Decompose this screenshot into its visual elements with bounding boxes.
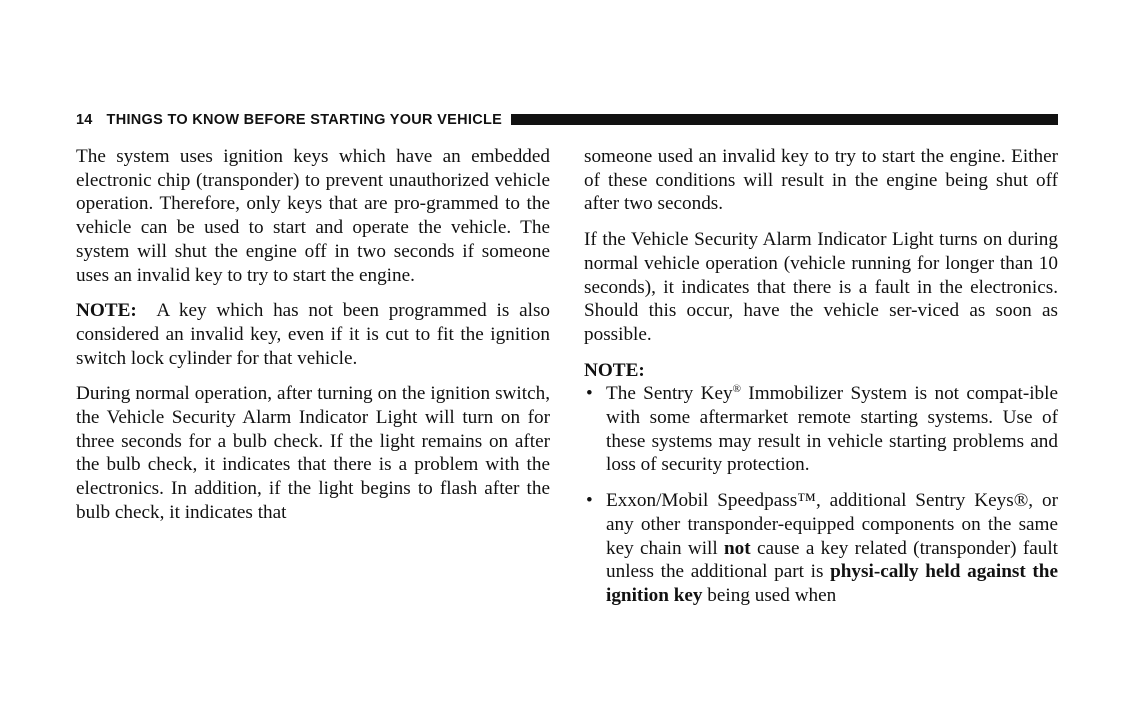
note-label: NOTE: bbox=[76, 300, 137, 322]
paragraph: The system uses ignition keys which have an embedded electronic chip (transponder) to prevent unauthorized vehicle operation. Therefore, only keys that are pro-grammed to the vehicle can be used to start and operate the vehicle. The system will shut the engine off in two seconds if someone uses an invalid key to try to start the engine. bbox=[76, 146, 550, 286]
note-text: A key which has not been programmed is also considered an invalid key, even if it is cut to fit the ignition switch lock cylinder for that vehicle. bbox=[76, 300, 551, 369]
right-column bbox=[584, 145, 1058, 620]
list-item bbox=[584, 489, 1058, 608]
bold-text: physi-cally held against the ignition key bbox=[606, 561, 1058, 606]
section-title: THINGS TO KNOW BEFORE STARTING YOUR VEHICLE bbox=[106, 112, 503, 128]
bullet-text: Immobilizer System is not compat-ible with some aftermarket remote starting systems. Use of these systems may result in vehicle starting problems and loss of security protection. bbox=[606, 383, 1058, 476]
paragraph: If the Vehicle Security Alarm Indicator Light turns on during normal vehicle operation (vehicle running for longer than 10 seconds), it indicates that there is a fault in the electronics. Should this occur, have the vehicle ser-viced as soon as possible. bbox=[584, 229, 1058, 345]
bullet-text: being used when bbox=[702, 584, 837, 606]
bullet-text: Exxon/Mobil Speedpass™, additional Sentry Keys®, or any other transponder-equipped components on the same key chain will bbox=[606, 490, 1058, 559]
page-number: 14 bbox=[76, 112, 93, 128]
left-column bbox=[76, 145, 550, 537]
note-paragraph bbox=[76, 299, 550, 370]
bullet-icon: • bbox=[586, 490, 593, 512]
page-header bbox=[76, 110, 1058, 130]
bold-text: not bbox=[724, 537, 751, 559]
paragraph: During normal operation, after turning on the ignition switch, the Vehicle Security Alarm Indicator Light will turn on for three seconds for a bulb check. If the light remains on after the bulb check, it indicates that there is a problem with the electronics. In addition, if the light begins to flash after the bulb check, it indicates that bbox=[76, 383, 550, 523]
bullet-icon: • bbox=[586, 383, 593, 405]
note-heading: NOTE: bbox=[584, 359, 645, 381]
bullet-text: cause a key related (transponder) fault unless the additional part is bbox=[606, 537, 1058, 583]
note-bullet-list bbox=[584, 382, 1058, 607]
registered-mark: ® bbox=[732, 383, 741, 396]
list-item bbox=[584, 382, 1058, 477]
bullet-text: The Sentry Key bbox=[606, 383, 733, 405]
header-rule bbox=[511, 114, 1058, 125]
paragraph: someone used an invalid key to try to start the engine. Either of these conditions will result in the engine being shut off after two seconds. bbox=[584, 146, 1058, 215]
